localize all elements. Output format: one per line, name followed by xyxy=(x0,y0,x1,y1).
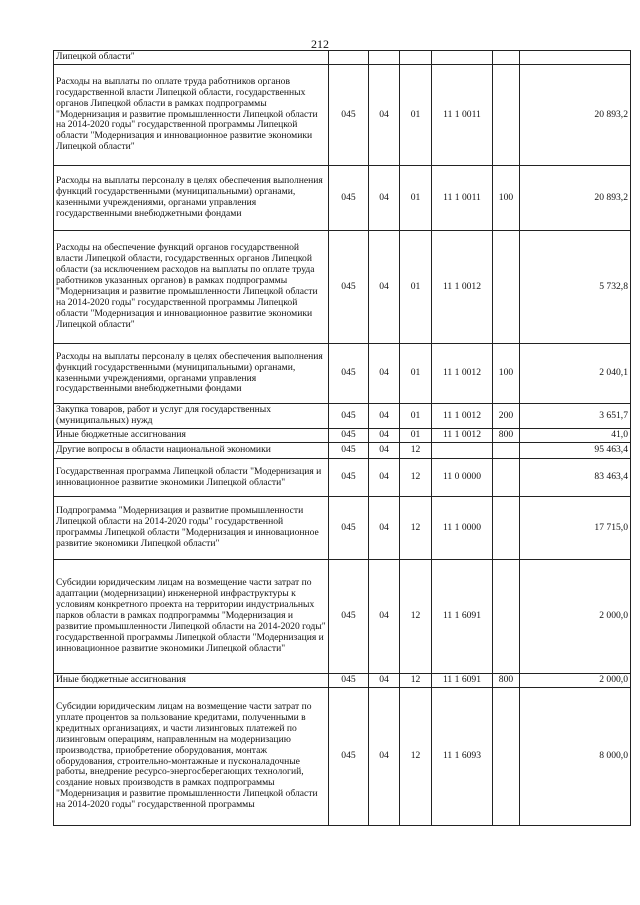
row-gr: 045 xyxy=(329,344,369,404)
row-vr: 100 xyxy=(493,344,520,404)
row-gr: 045 xyxy=(329,459,369,497)
row-vr xyxy=(493,497,520,560)
row-sum: 20 893,2 xyxy=(520,166,631,231)
table-row xyxy=(54,459,631,497)
row-rz: 04 xyxy=(369,166,400,231)
row-cs: 11 1 6091 xyxy=(432,674,493,688)
row-rz: 04 xyxy=(369,429,400,443)
row-gr: 045 xyxy=(329,443,369,459)
table-row xyxy=(54,688,631,826)
row-sum: 95 463,4 xyxy=(520,443,631,459)
row-gr: 045 xyxy=(329,560,369,674)
table-row xyxy=(54,560,631,674)
row-pr: 12 xyxy=(400,497,432,560)
row-cs: 11 1 0000 xyxy=(432,497,493,560)
row-vr xyxy=(493,560,520,674)
row-sum: 3 651,7 xyxy=(520,404,631,429)
table-row xyxy=(54,166,631,231)
row-cs: 11 1 0012 xyxy=(432,231,493,344)
row-cs: 11 1 6093 xyxy=(432,688,493,826)
row-pr: 12 xyxy=(400,459,432,497)
row-pr: 01 xyxy=(400,404,432,429)
row-vr xyxy=(493,688,520,826)
row-rz: 04 xyxy=(369,497,400,560)
row-sum: 2 000,0 xyxy=(520,560,631,674)
table-row xyxy=(54,65,631,166)
row-vr: 800 xyxy=(493,429,520,443)
row-name: Другие вопросы в области национальной экономики xyxy=(54,443,329,459)
row-sum: 8 000,0 xyxy=(520,688,631,826)
row-pr: 01 xyxy=(400,65,432,166)
row-gr: 045 xyxy=(329,674,369,688)
row-sum: 5 732,8 xyxy=(520,231,631,344)
row-vr xyxy=(493,231,520,344)
row-name: Расходы на выплаты по оплате труда работников органов государственной власти Липецкой области, государственных органов Липецкой области в рамках подпрограммы "Модернизация и развитие промышленности Липецкой области на 2014-2020 годы" государственной программы Липецкой области "Модернизация и инновационное развитие экономики Липецкой области" xyxy=(54,65,329,166)
row-pr: 12 xyxy=(400,674,432,688)
table-row xyxy=(54,497,631,560)
table-row xyxy=(54,443,631,459)
row-pr: 01 xyxy=(400,231,432,344)
row-name: Расходы на выплаты персоналу в целях обеспечения выполнения функций государственными (муниципальными) органами, казенными учреждениями, органами управления государственными внебюджетными фондами xyxy=(54,166,329,231)
row-name: Расходы на обеспечение функций органов государственной власти Липецкой области, государственных органов Липецкой области (за исключением расходов на выплаты по оплате труда работников указанных органов) в рамках подпрограммы "Модернизация и развитие промышленности Липецкой области на 2014-2020 годы" государственной программы Липецкой области "Модернизация и инновационное развитие экономики Липецкой области" xyxy=(54,231,329,344)
row-gr: 045 xyxy=(329,404,369,429)
row-rz: 04 xyxy=(369,443,400,459)
row-pr: 12 xyxy=(400,560,432,674)
row-gr: 045 xyxy=(329,497,369,560)
row-cs: 11 0 0000 xyxy=(432,459,493,497)
row-sum: 83 463,4 xyxy=(520,459,631,497)
row-rz xyxy=(369,51,400,65)
table-row xyxy=(54,51,631,65)
row-vr xyxy=(493,65,520,166)
row-name: Иные бюджетные ассигнования xyxy=(54,674,329,688)
row-cs: 11 1 0011 xyxy=(432,166,493,231)
row-cs: 11 1 0012 xyxy=(432,344,493,404)
row-vr xyxy=(493,51,520,65)
table-row xyxy=(54,674,631,688)
row-cs: 11 1 0012 xyxy=(432,404,493,429)
row-cs: 11 1 0011 xyxy=(432,65,493,166)
row-vr xyxy=(493,459,520,497)
row-pr: 01 xyxy=(400,429,432,443)
row-gr: 045 xyxy=(329,65,369,166)
row-rz: 04 xyxy=(369,344,400,404)
budget-table xyxy=(53,50,631,826)
row-sum: 2 040,1 xyxy=(520,344,631,404)
table-row xyxy=(54,404,631,429)
row-name: Липецкой области" xyxy=(54,51,329,65)
row-cs: 11 1 0012 xyxy=(432,429,493,443)
row-vr: 200 xyxy=(493,404,520,429)
row-name: Закупка товаров, работ и услуг для государственных (муниципальных) нужд xyxy=(54,404,329,429)
row-name: Субсидии юридическим лицам на возмещение части затрат по уплате процентов за пользование кредитами, полученными в кредитных организациях, и части лизинговых платежей по лизинговым операциям, направленным на модернизацию производства, приобретение оборудования, монтаж оборудования, строительно-монтажные и пусконаладочные работы, внедрение ресурсо-энергосберегающих технологий, создание новых производств в рамках подпрограммы "Модернизация и развитие промышленности Липецкой области на 2014-2020 годы" государственной программы xyxy=(54,688,329,826)
row-sum: 41,0 xyxy=(520,429,631,443)
row-name: Расходы на выплаты персоналу в целях обеспечения выполнения функций государственными (муниципальными) органами, казенными учреждениями, органами управления государственными внебюджетными фондами xyxy=(54,344,329,404)
row-gr: 045 xyxy=(329,688,369,826)
row-name: Субсидии юридическим лицам на возмещение части затрат по адаптации (модернизации) инженерной инфраструктуры к условиям конкретного проекта на территории индустриальных парков области в рамках подпрограммы "Модернизация и развитие промышленности Липецкой области на 2014-2020 годы" государственной программы Липецкой области "Модернизация и инновационное развитие экономики Липецкой области" xyxy=(54,560,329,674)
row-sum xyxy=(520,51,631,65)
row-name: Подпрограмма "Модернизация и развитие промышленности Липецкой области на 2014-2020 годы" государственной программы Липецкой области "Модернизация и инновационное развитие экономики Липецкой области" xyxy=(54,497,329,560)
row-gr: 045 xyxy=(329,429,369,443)
row-vr: 800 xyxy=(493,674,520,688)
row-vr xyxy=(493,443,520,459)
row-cs: 11 1 6091 xyxy=(432,560,493,674)
row-rz: 04 xyxy=(369,560,400,674)
row-name: Государственная программа Липецкой области "Модернизация и инновационное развитие экономики Липецкой области" xyxy=(54,459,329,497)
row-rz: 04 xyxy=(369,404,400,429)
page-number: 212 xyxy=(311,37,329,51)
row-rz: 04 xyxy=(369,688,400,826)
row-gr: 045 xyxy=(329,166,369,231)
row-rz: 04 xyxy=(369,674,400,688)
row-pr: 12 xyxy=(400,688,432,826)
row-sum: 17 715,0 xyxy=(520,497,631,560)
row-gr xyxy=(329,51,369,65)
row-sum: 2 000,0 xyxy=(520,674,631,688)
row-cs xyxy=(432,443,493,459)
row-pr: 01 xyxy=(400,166,432,231)
row-pr: 01 xyxy=(400,344,432,404)
row-pr xyxy=(400,51,432,65)
table-row xyxy=(54,344,631,404)
row-gr: 045 xyxy=(329,231,369,344)
row-rz: 04 xyxy=(369,65,400,166)
row-pr: 12 xyxy=(400,443,432,459)
row-cs xyxy=(432,51,493,65)
table-row xyxy=(54,429,631,443)
row-rz: 04 xyxy=(369,231,400,344)
table-row xyxy=(54,231,631,344)
row-name: Иные бюджетные ассигнования xyxy=(54,429,329,443)
row-vr: 100 xyxy=(493,166,520,231)
row-rz: 04 xyxy=(369,459,400,497)
row-sum: 20 893,2 xyxy=(520,65,631,166)
